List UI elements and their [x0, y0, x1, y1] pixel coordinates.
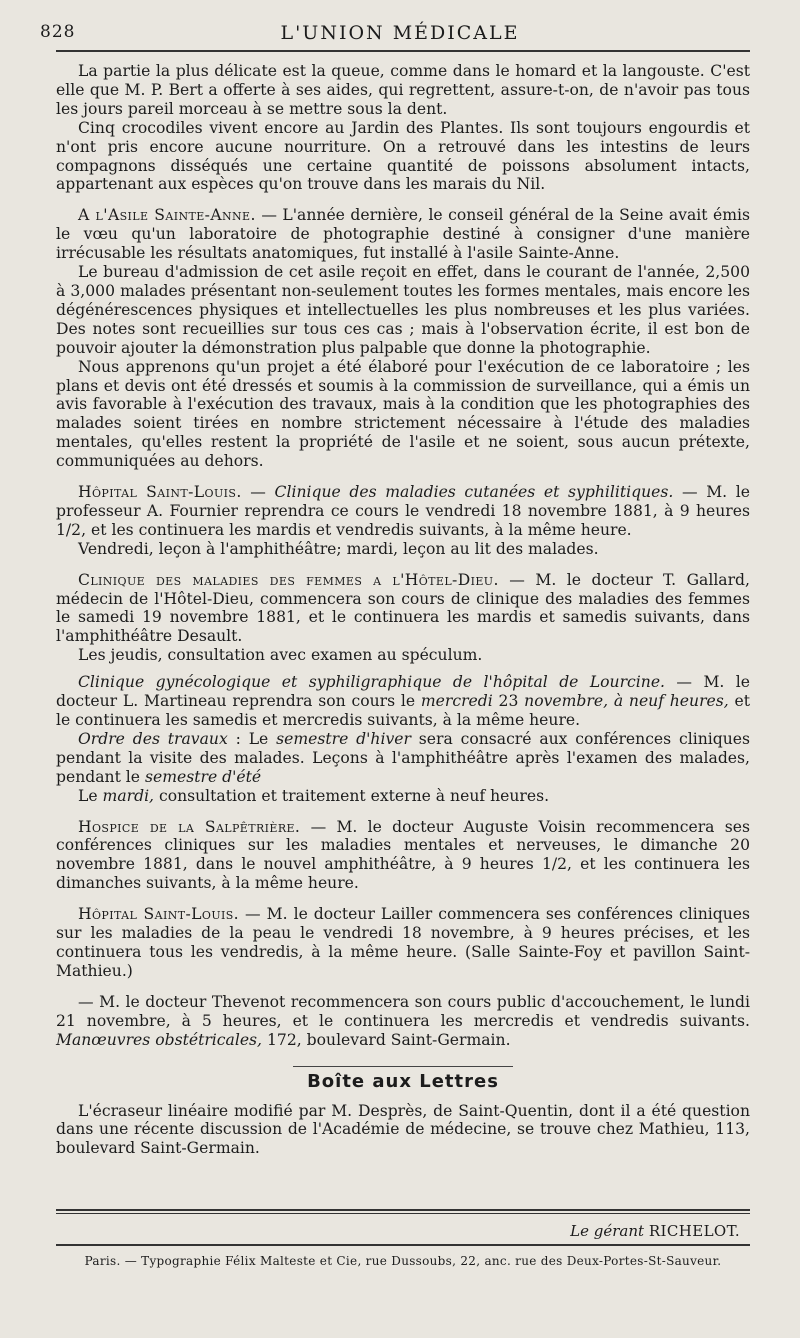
- imprint-rule: [56, 1244, 750, 1246]
- section-head-asile: A l'Asile Sainte-Anne.: [78, 206, 256, 225]
- section-head-hotel-dieu: Clinique des maladies des femmes a l'Hôtel-Dieu.: [78, 570, 499, 589]
- running-title: L'UNION MÉDICALE: [280, 22, 520, 44]
- section-head-saint-louis-2: Hôpital Saint-Louis.: [78, 905, 240, 924]
- signature: Le gérant RICHELOT.: [570, 1222, 740, 1240]
- signature-name: RICHELOT.: [648, 1222, 740, 1240]
- paragraph-lobster: La partie la plus délicate est la queue, comme dans le homard et la langouste. C'est elle que M. P. Bert a offerte à ses aides, qui regrettent, assure-t-on, de n'avoir pas tous les jours pareil morceau à se mettre sous la dent.: [56, 62, 750, 118]
- paragraph-jeudis: Les jeudis, consultation avec examen au spéculum.: [78, 646, 483, 665]
- paragraph-salpetriere: Hospice de la Salpêtrière. — M. le docteur Auguste Voisin recommencera ses conférences cliniques sur les maladies mentales et nerveuses, le dimanche 20 novembre 1881, dans le nouvel amphithéâtre, à 9 heures 1/2, et les continuera les dimanches suivants, à la même heure.: [56, 817, 750, 893]
- article-body: [56, 62, 750, 1158]
- paragraph-ordre-travaux: Ordre des travaux : Le semestre d'hiver sera consacré aux conférences cliniques pendant la visite des malades. Leçons à l'amphithéâtre après l'examen des malades, pendant le semestre d'été: [56, 729, 750, 786]
- page-number: 828: [40, 22, 76, 42]
- paragraph-saint-louis-lailler: Hôpital Saint-Louis. — M. le docteur Lailler commencera ses conférences cliniques sur les maladies de la peau le vendredi 18 novembre, à 9 heures précises, et les continuera tous les vendredis, à la même heure. (Salle Sainte-Foy et pavillon Saint-Mathieu.): [56, 905, 750, 980]
- page-header: [40, 22, 760, 44]
- paragraph-saint-louis-fournier: Hôpital Saint-Louis. — Clinique des maladies cutanées et syphilitiques. — M. le professeur A. Fournier reprendra ce cours le vendredi 18 novembre 1881, à 9 heures 1/2, et les continuera les mardis et vendredis suivants, à la même heure.: [56, 483, 750, 539]
- paragraph-bureau: Le bureau d'admission de cet asile reçoit en effet, dans le courant de l'année, 2,500 à 3,000 malades présentant non-seulement toutes les formes mentales, mais encore les dégénérescences physiques et intellectuelles les plus nombreuses et les plus variées. Des notes sont recueillies sur tous ces cas ; mais à l'observation écrite, il est bon de pouvoir ajouter la démonstration plus palpable que donne la photographie.: [56, 263, 750, 357]
- paragraph-projet: Nous apprenons qu'un projet a été élaboré pour l'exécution de ce laboratoire ; les plans et devis ont été dressés et soumis à la commission de surveillance, qui a émis un avis favorable à l'exécution des travaux, mais à la condition que les photographies des malades soient tirées en nombre strictement nécessaire à l'étude des maladies mentales, qu'elles restent la propriété de l'asile et ne soient, sous aucun prétexte, communiquées au dehors.: [56, 357, 750, 471]
- section-divider: [293, 1066, 513, 1067]
- paragraph-vendredi: Vendredi, leçon à l'amphithéâtre; mardi, leçon au lit des malades.: [78, 539, 599, 558]
- box-paragraph: L'écraseur linéaire modifié par M. Desprès, de Saint-Quentin, dont il a été question dans une récente discussion de l'Académie de médecine, se trouve chez Mathieu, 113, boulevard Saint-Germain.: [56, 1101, 750, 1158]
- paragraph-crocodiles: Cinq crocodiles vivent encore au Jardin des Plantes. Ils sont toujours engourdis et n'ont pris encore aucune nourriture. On a retrouvé dans les intestins de leurs compagnons disséqués une certaine quantité de poissons absolument intacts, appartenant aux espèces qu'on trouve dans les marais du Nil.: [56, 118, 750, 194]
- section-head-salpetriere: Hospice de la Salpêtrière.: [78, 817, 301, 836]
- paragraph-asile: A l'Asile Sainte-Anne. — L'année dernière, le conseil général de la Seine avait émis le vœu qu'un laboratoire de photographie destiné à consigner d'une manière irrécusable les résultats anatomiques, fut installé à l'asile Sainte-Anne.: [56, 206, 750, 263]
- box-title: Boîte aux Lettres: [307, 1070, 499, 1092]
- header-rule: [56, 50, 750, 52]
- paragraph-hotel-dieu: Clinique des maladies des femmes a l'Hôtel-Dieu. — M. le docteur T. Gallard, médecin de l'Hôtel-Dieu, commencera son cours de clinique des maladies des femmes le samedi 19 novembre 1881, et le continuera les mardis et samedis suivants, dans l'amphithéâtre Desault.: [56, 570, 750, 646]
- paragraph-mardi: Le mardi, consultation et traitement externe à neuf heures.: [78, 786, 550, 805]
- printer-imprint: Paris. — Typographie Félix Malteste et Cie, rue Dussoubs, 22, anc. rue des Deux-Portes-St-Sauveur.: [84, 1254, 722, 1268]
- paragraph-lourcine: Clinique gynécologique et syphiligraphique de l'hôpital de Lourcine. — M. le docteur L. Martineau reprendra son cours le mercredi 23 novembre, à neuf heures, et le continuera les samedis et mercredis suivants, à la même heure.: [56, 673, 751, 729]
- section-head-saint-louis: Hôpital Saint-Louis.: [78, 483, 242, 502]
- footer-rule: [56, 1209, 750, 1211]
- footer-rule-thin: [56, 1213, 750, 1214]
- paragraph-thevenot: — M. le docteur Thevenot recommencera son cours public d'accouchement, le lundi 21 novembre, à 5 heures, et le continuera les mercredis et vendredis suivants. Manœuvres obstétricales, 172, boulevard Saint-Germain.: [56, 992, 750, 1049]
